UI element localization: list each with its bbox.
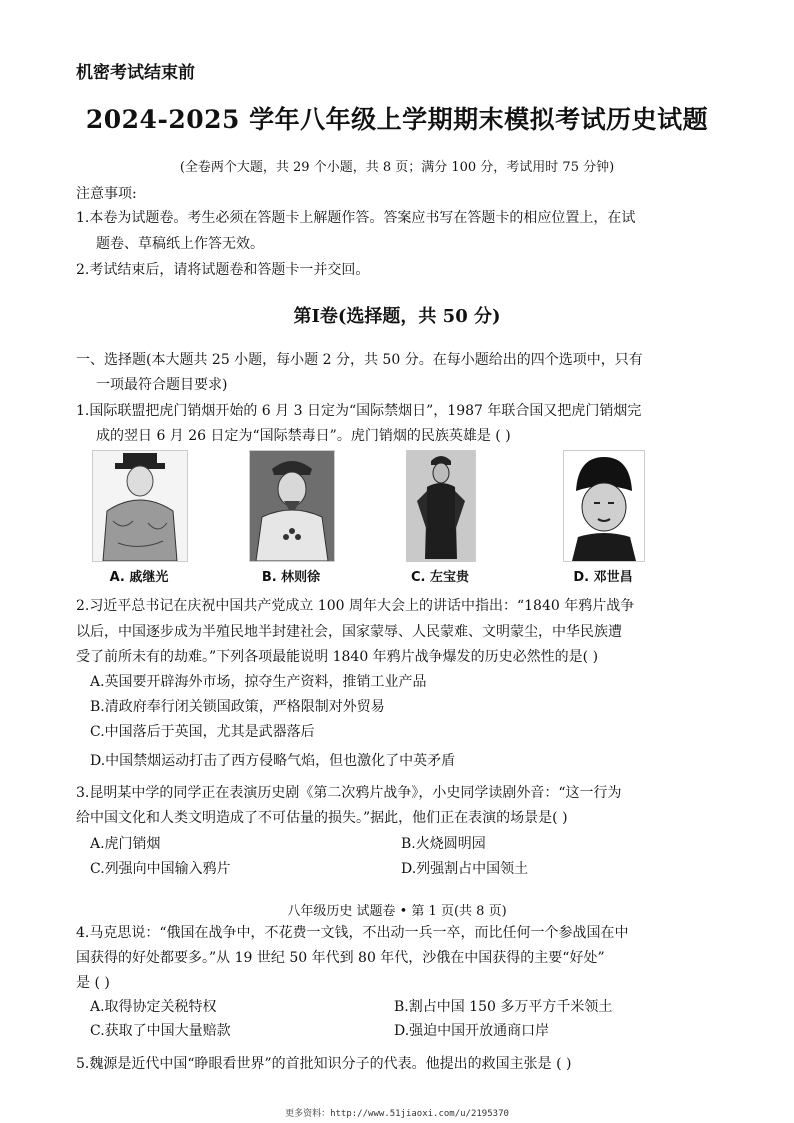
section-title: 第Ⅰ卷(选择题，共 50 分) xyxy=(293,306,501,327)
question-1-stem: 1.国际联盟把虎门销烟开始的 6 月 3 日定为“国际禁烟日”，1987 年联合国又把虎门销烟完 xyxy=(76,403,642,419)
question-2-option-b: B.清政府奉行闭关锁国政策，严格限制对外贸易 xyxy=(90,699,385,715)
question-4-option-b: B.割占中国 150 多万平方千米领土 xyxy=(394,999,613,1015)
option-caption-a: A. 戚继光 xyxy=(109,570,169,585)
question-3-stem: 3.昆明某中学的同学正在表演历史剧《第二次鸦片战争》，小史同学读剧外音：“这一行为 xyxy=(76,785,622,801)
question-4-stem: 4.马克思说：“俄国在战争中，不花费一文钱，不出动一兵一卒，而比任何一个参战国在中 xyxy=(76,925,629,941)
source-link[interactable]: 更多资料：http://www.51jiaoxi.com/u/2195370 xyxy=(285,1109,509,1119)
exam-title: 2024-2025 学年八年级上学期期末模拟考试历史试题 xyxy=(85,105,709,134)
portrait-deng-shichang xyxy=(563,450,645,562)
option-caption-d: D. 邓世昌 xyxy=(573,570,633,585)
question-4-stem-cont-1: 国获得的好处都要多。”从 19 世纪 50 年代到 80 年代，沙俄在中国获得的主要“好处” xyxy=(76,950,605,966)
notice-heading: 注意事项: xyxy=(76,186,137,202)
exam-subtitle: (全卷两个大题，共 29 个小题，共 8 页；满分 100 分，考试用时 75 分钟) xyxy=(179,160,615,175)
page-footer: 八年级历史 试题卷 • 第 1 页(共 8 页) xyxy=(287,904,507,919)
question-2-stem-cont-1: 以后，中国逐步成为半殖民地半封建社会，国家蒙辱、人民蒙难、文明蒙尘，中华民族遭 xyxy=(76,624,622,640)
question-2-option-a: A.英国要开辟海外市场，掠夺生产资料，推销工业产品 xyxy=(90,674,427,690)
question-2-stem: 2.习近平总书记在庆祝中国共产党成立 100 周年大会上的讲话中指出：“1840 年鸦片战争 xyxy=(76,598,635,614)
question-2-option-d: D.中国禁烟运动打击了西方侵略气焰，但也激化了中英矛盾 xyxy=(90,753,456,769)
portrait-zuo-baogui xyxy=(406,450,476,562)
question-3-stem-cont: 给中国文化和人类文明造成了不可估量的损失。”据此，他们正在表演的场景是( ) xyxy=(76,810,568,826)
portrait-lin-zexu xyxy=(249,450,335,562)
notice-item-2: 2.考试结束后，请将试题卷和答题卡一并交回。 xyxy=(76,262,370,278)
option-caption-c: C. 左宝贵 xyxy=(410,570,469,585)
question-4-option-d: D.强迫中国开放通商口岸 xyxy=(394,1023,550,1039)
section-intro: 一、选择题(本大题共 25 小题，每小题 2 分，共 50 分。在每小题给出的四个选项中，只有 xyxy=(76,352,643,368)
question-3-option-b: B.火烧圆明园 xyxy=(401,836,486,852)
confidential-label: 机密考试结束前 xyxy=(76,63,195,83)
question-2-option-c: C.中国落后于英国，尤其是武器落后 xyxy=(90,724,315,740)
question-2-stem-cont-2: 受了前所未有的劫难。”下列各项最能说明 1840 年鸦片战争爆发的历史必然性的是( ) xyxy=(76,649,599,665)
section-intro-cont: 一项最符合题目要求) xyxy=(96,377,228,393)
question-4-option-a: A.取得协定关税特权 xyxy=(90,999,217,1015)
question-5-stem: 5.魏源是近代中国“睁眼看世界”的首批知识分子的代表。他提出的救国主张是 ( ) xyxy=(76,1056,572,1072)
question-3-option-c: C.列强向中国输入鸦片 xyxy=(90,861,231,877)
question-1-stem-cont: 成的翌日 6 月 26 日定为“国际禁毒日”。虎门销烟的民族英雄是 ( ) xyxy=(96,428,511,444)
question-3-option-d: D.列强割占中国领土 xyxy=(401,861,529,877)
question-3-option-a: A.虎门销烟 xyxy=(90,836,161,852)
question-4-stem-cont-2: 是 ( ) xyxy=(76,975,110,991)
notice-item-1-cont: 题卷、草稿纸上作答无效。 xyxy=(96,236,264,252)
notice-item-1: 1.本卷为试题卷。考生必须在答题卡上解题作答。答案应书写在答题卡的相应位置上，在试 xyxy=(76,210,636,226)
option-caption-b: B. 林则徐 xyxy=(261,570,321,585)
question-4-option-c: C.获取了中国大量赔款 xyxy=(90,1023,231,1039)
portrait-qi-jiguang xyxy=(92,450,188,562)
